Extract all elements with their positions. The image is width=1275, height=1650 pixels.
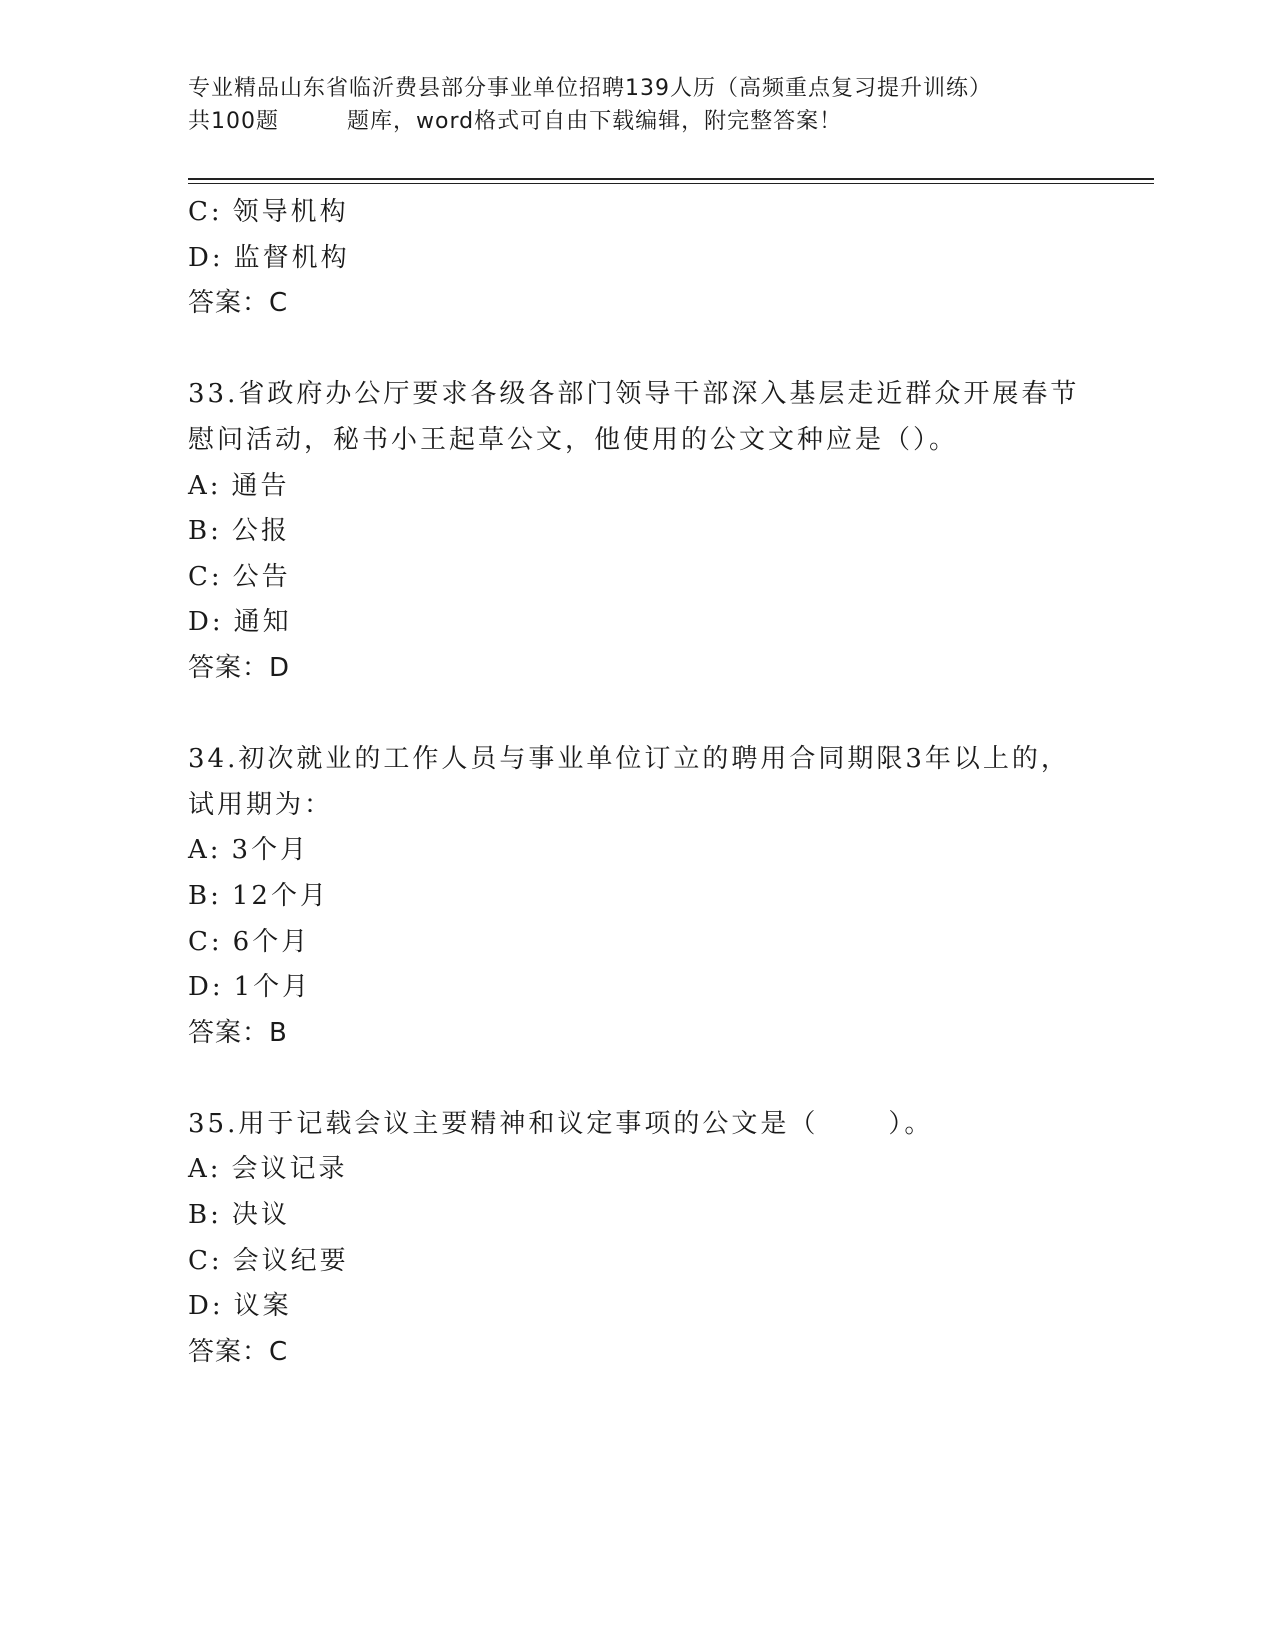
question-33 bbox=[188, 372, 1088, 691]
prev-question bbox=[188, 190, 1088, 327]
option-a: A: 3个月 bbox=[188, 835, 310, 866]
header-divider bbox=[188, 178, 1154, 184]
question-stem-line: 慰问活动，秘书小王起草公文，他使用的公文文种应是（）。 bbox=[188, 424, 959, 455]
option-d: D: 1个月 bbox=[188, 972, 312, 1003]
question-stem-line: 34.初次就业的工作人员与事业单位订立的聘用合同期限3年以上的， bbox=[188, 744, 1070, 775]
question-stem-line: 33.省政府办公厅要求各级各部门领导干部深入基层走近群众开展春节 bbox=[188, 379, 1080, 410]
option-b: B: 决议 bbox=[188, 1200, 290, 1231]
option-c: C: 会议纪要 bbox=[188, 1245, 349, 1276]
header-description: 题库，word格式可自由下载编辑，附完整答案！ bbox=[347, 109, 843, 134]
option-a: A: 会议记录 bbox=[188, 1154, 348, 1185]
header-subtitle-line bbox=[188, 105, 1148, 138]
option-c: C: 领导机构 bbox=[188, 197, 349, 227]
option-b: B: 12个月 bbox=[188, 880, 329, 911]
answer: 答案：D bbox=[188, 652, 291, 683]
option-c: C: 公告 bbox=[188, 561, 291, 592]
question-34 bbox=[188, 737, 1088, 1056]
page-header bbox=[188, 72, 1148, 138]
header-title-line: 专业精品山东省临沂费县部分事业单位招聘139人历（高频重点复习提升训练） bbox=[188, 76, 992, 101]
option-d: D: 监督机构 bbox=[188, 242, 350, 273]
answer: 答案：B bbox=[188, 1017, 288, 1048]
answer: 答案：C bbox=[188, 1336, 289, 1367]
option-a: A: 通告 bbox=[188, 470, 290, 501]
question-35 bbox=[188, 1102, 1088, 1376]
question-stem-line: 试用期为： bbox=[188, 789, 334, 820]
option-c: C: 6个月 bbox=[188, 926, 311, 957]
option-d: D: 通知 bbox=[188, 607, 292, 638]
header-question-count: 共100题 bbox=[188, 109, 279, 134]
option-b: B: 公报 bbox=[188, 516, 290, 547]
option-d: D: 议案 bbox=[188, 1291, 292, 1322]
question-content bbox=[188, 190, 1088, 1375]
answer: 答案：C bbox=[188, 288, 289, 319]
question-stem-line: 35.用于记载会议主要精神和议定事项的公文是（ ）。 bbox=[188, 1108, 934, 1139]
